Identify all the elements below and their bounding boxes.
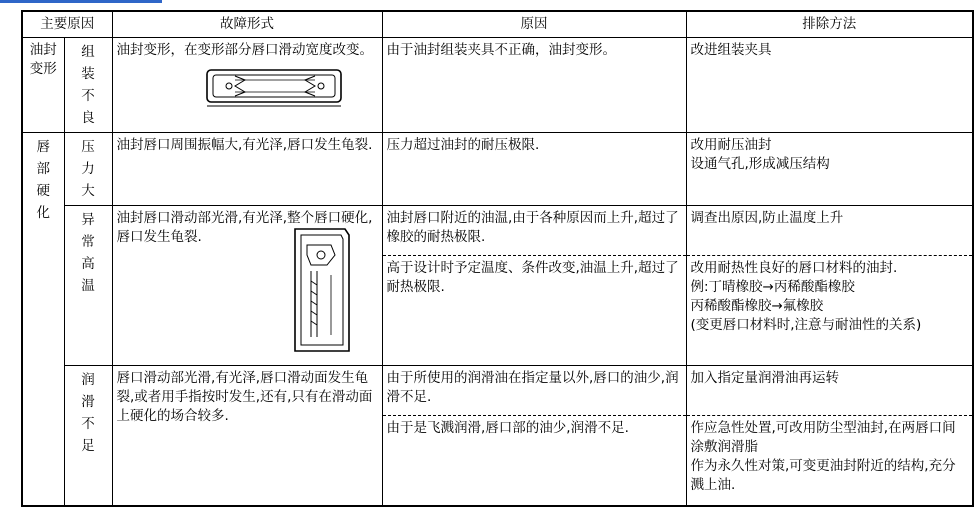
remedy-line: 设通气孔,形成减压结构 [690, 156, 830, 172]
sub-cause-char: 不 [81, 416, 95, 432]
sub-cause-char: 常 [81, 234, 95, 250]
reason-high-temp-2: 高于设计时予定温度、条件改变,油温上升,超过了耐热极限. [382, 256, 686, 366]
sub-cause-pressure [64, 133, 112, 206]
main-cause-lip-harden [22, 133, 64, 506]
reason-lubrication-2: 由于是飞溅润滑,唇口部的油少,润滑不足. [382, 416, 686, 506]
table-row-lubrication-1 [22, 366, 973, 416]
failure-form-seal-deform [112, 38, 382, 133]
remedy-line: 改用耐热性良好的唇口材料的油封. [690, 260, 898, 276]
remedy-line: 例:丁晴橡胶→丙稀酸酯橡胶 [690, 279, 855, 295]
failure-form-text: 油封变形，在变形部分唇口滑动宽度改变。 [116, 42, 373, 58]
sub-cause-char: 压 [81, 139, 95, 155]
header-main-cause: 主要原因 [22, 11, 112, 38]
reason-high-temp-1: 油封唇口附近的油温,由于各种原因而上升,超过了橡胶的耐热极限. [382, 206, 686, 256]
sub-cause-char: 足 [81, 438, 95, 454]
sub-cause-lubrication [64, 366, 112, 506]
table-row-seal-deform [22, 38, 973, 133]
sub-cause-char: 润 [81, 372, 95, 388]
remedy-line: 改用耐压油封 [690, 137, 772, 153]
remedy-lubrication-2 [686, 416, 973, 506]
sub-cause-char: 不 [81, 88, 95, 104]
sub-cause-char: 高 [81, 256, 95, 272]
main-cause-char: 化 [36, 205, 50, 221]
remedy-line: 丙稀酸酯橡胶→氟橡胶 [690, 298, 824, 314]
header-reason: 原因 [382, 11, 686, 38]
remedy-line: (变更唇口材料时,注意与耐油性的关系) [690, 317, 922, 333]
header-failure-form: 故障形式 [112, 11, 382, 38]
sub-cause-char: 温 [81, 278, 95, 294]
table-row-high-temp-1 [22, 206, 973, 256]
seal-deform-figure [205, 66, 345, 108]
main-cause-char: 唇 [36, 139, 50, 155]
top-accent-bar [0, 0, 162, 3]
failure-form-pressure: 油封唇口周围振幅大,有光泽,唇口发生龟裂. [112, 133, 382, 206]
remedy-pressure [686, 133, 973, 206]
sub-cause-high-temp [64, 206, 112, 366]
oil-seal-fault-table [21, 10, 974, 507]
remedy-high-temp-2 [686, 256, 973, 366]
sub-cause-char: 异 [81, 212, 95, 228]
reason-lubrication-1: 由于所使用的润滑油在指定量以外,唇口的油少,润滑不足. [382, 366, 686, 416]
remedy-high-temp-1: 调查出原因,防止温度上升 [686, 206, 973, 256]
sub-cause-char: 装 [81, 66, 95, 82]
header-row [22, 11, 973, 38]
remedy-seal-deform: 改进组装夹具 [686, 38, 973, 133]
failure-form-high-temp [112, 206, 382, 366]
sub-cause-char: 滑 [81, 394, 95, 410]
reason-pressure: 压力超过油封的耐压极限. [382, 133, 686, 206]
remedy-line: 作为永久性对策,可变更油封附近的结构,充分溅上油. [690, 458, 956, 493]
failure-form-lubrication: 唇口滑动部光滑,有光泽,唇口滑动面发生龟裂,或者用手指按时发生,还有,只有在滑动面上硬化的场合较多. [112, 366, 382, 506]
sub-cause-assembly [64, 38, 112, 133]
header-remedy: 排除方法 [686, 11, 973, 38]
main-cause-seal-deform-text: 油封变形 [29, 42, 57, 77]
remedy-line: 作应急性处置,可改用防尘型油封,在两唇口间涂敷润滑脂 [690, 420, 956, 455]
failure-form-text: 油封唇口滑动部光滑,有光泽,整个唇口硬化,唇口发生龟裂. [116, 210, 373, 245]
remedy-lubrication-1: 加入指定量润滑油再运转 [686, 366, 973, 416]
sub-cause-char: 组 [81, 44, 95, 60]
main-cause-char: 部 [36, 161, 50, 177]
lip-cross-section-figure [287, 225, 353, 355]
sub-cause-char: 力 [81, 161, 95, 177]
sub-cause-char: 大 [81, 183, 95, 199]
reason-seal-deform: 由于油封组装夹具不正确，油封变形。 [382, 38, 686, 133]
main-cause-char: 硬 [36, 183, 50, 199]
table-row-pressure [22, 133, 973, 206]
main-cause-seal-deform [22, 38, 64, 133]
sub-cause-char: 良 [81, 110, 95, 126]
